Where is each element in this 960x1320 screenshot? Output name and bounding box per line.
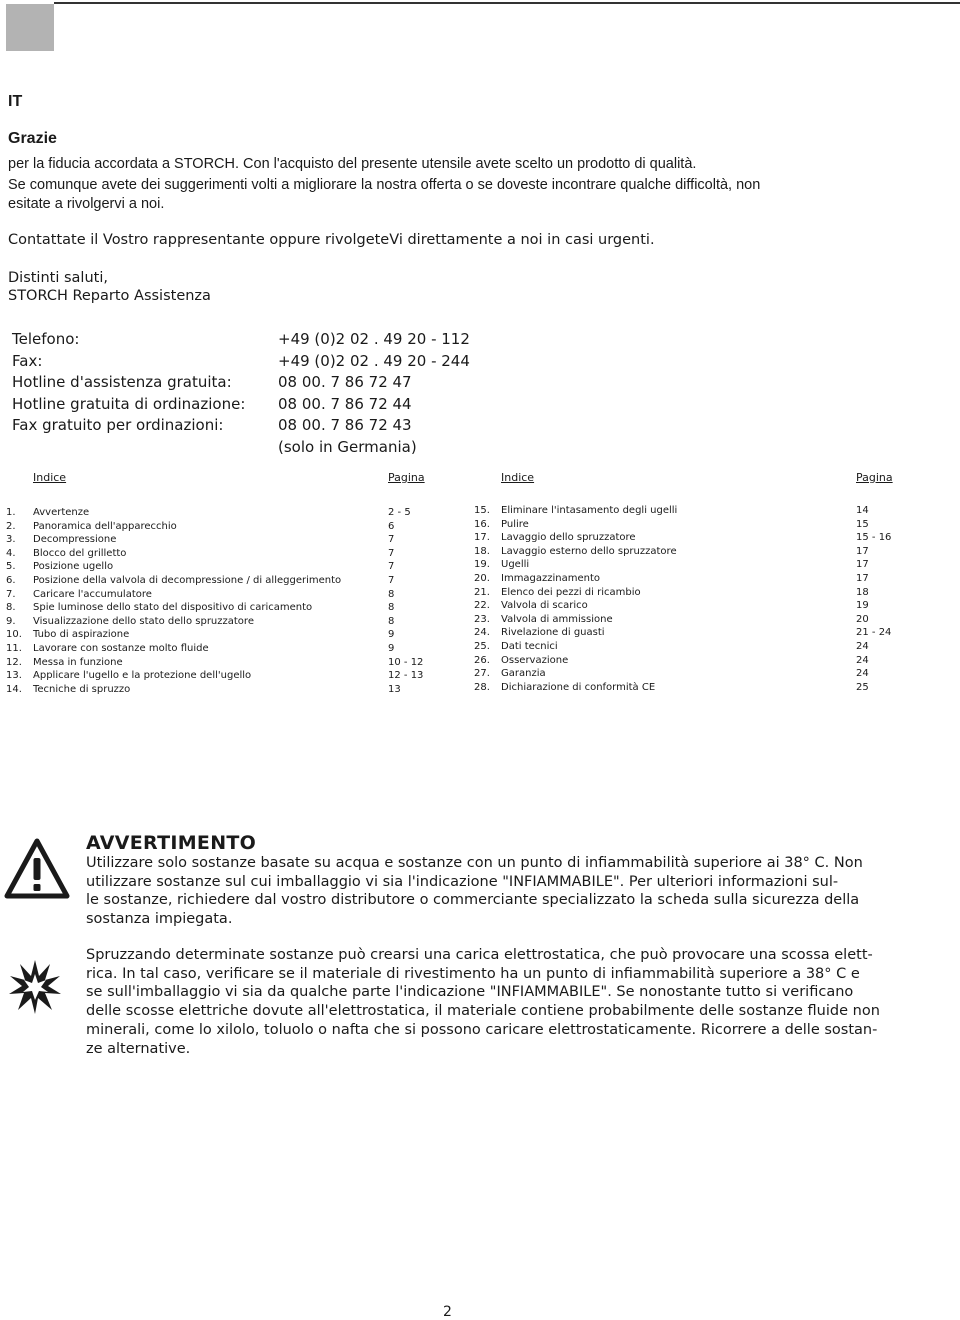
toc-entry-page: 8 <box>388 588 395 600</box>
toc-entry-title: Tecniche di spruzzo <box>33 683 131 695</box>
toc-entry-title: Applicare l'ugello e la protezione dell'ugello <box>33 670 252 682</box>
toc-entry-title: Dichiarazione di conformità CE <box>501 681 656 693</box>
toc-page-header-left: Pagina <box>388 471 425 484</box>
toc-entry-number: 23. <box>474 613 490 625</box>
toc-entry <box>474 640 914 654</box>
toc-entry-number: 13. <box>6 670 22 682</box>
toc-entry-number: 17. <box>474 532 490 544</box>
toc-entry <box>474 599 914 613</box>
toc-page-header-right: Pagina <box>856 471 893 484</box>
toc-entry <box>474 586 914 600</box>
toc-entry-page: 13 <box>388 683 401 695</box>
toc-entry <box>474 545 914 559</box>
toc-entry-title: Posizione della valvola di decompressione / di alleggerimento <box>33 574 342 586</box>
toc-entry-number: 21. <box>474 586 490 598</box>
intro-line-1: per la fiducia accordata a STORCH. Con l'acquisto del presente utensile avete scelto un prodotto di qualità. <box>8 156 697 172</box>
greeting-line-2: STORCH Reparto Assistenza <box>8 288 211 304</box>
contact-row <box>12 415 470 437</box>
toc-entry <box>474 531 914 545</box>
warning-line: le sostanze, richiedere dal vostro distributore o commerciante specializzato la scheda sulla sicurezza della <box>86 892 860 909</box>
toc-entry <box>474 572 914 586</box>
language-code: IT <box>8 93 23 110</box>
toc-entry-title: Ugelli <box>501 559 530 571</box>
warning-line: utilizzare sostanze sul cui imballaggio vi sia l'indicazione "INFIAMMABILE". Per ulteriori informazioni sul- <box>86 873 839 890</box>
toc-entry <box>474 558 914 572</box>
warning-line: Spruzzando determinate sostanze può crearsi una carica elettrostatica, che può provocare una scossa elett- <box>86 947 873 963</box>
explosion-icon <box>8 958 62 1016</box>
toc-entry <box>6 656 446 670</box>
warning-title: AVVERTIMENTO <box>86 832 257 854</box>
toc-entry-number: 25. <box>474 640 490 652</box>
toc-entry-page: 21 - 24 <box>856 627 892 639</box>
warning-line: delle scosse elettriche dovute all'elettrostatica, il materiale contiene probabilmente delle sostanze fluide non <box>86 1003 880 1020</box>
toc-entry <box>6 669 446 683</box>
toc-entry-title: Decompressione <box>33 534 117 546</box>
toc-entry-page: 19 <box>856 600 869 612</box>
toc-entry <box>6 588 446 602</box>
toc-entry <box>6 560 446 574</box>
toc-entry-title: Panoramica dell'apparecchio <box>33 520 177 532</box>
toc-entry-number: 5. <box>6 561 16 573</box>
contact-table <box>12 329 470 458</box>
toc-entry-number: 1. <box>6 507 16 518</box>
toc-entry <box>474 654 914 668</box>
toc-entry <box>474 613 914 627</box>
contact-label: Fax: <box>12 351 43 370</box>
toc-entry-page: 6 <box>388 520 395 532</box>
toc-entry <box>6 506 446 520</box>
toc-entry-title: Eliminare l'intasamento degli ugelli <box>501 505 678 516</box>
toc-entry <box>6 683 446 697</box>
toc-entry-page: 9 <box>388 629 395 641</box>
warning-line: minerali, come lo xilolo, toluolo o nafta che si possono caricare elettrostaticamente. Ricorrere a delle sostan- <box>86 1021 878 1038</box>
toc-entry-number: 11. <box>6 642 22 654</box>
toc-entry-title: Dati tecnici <box>501 640 558 652</box>
contact-row <box>12 372 470 394</box>
warning-line: sostanza impiegata. <box>86 911 233 928</box>
toc-entry <box>6 533 446 547</box>
toc-entry-number: 2. <box>6 520 16 532</box>
toc-entry-page: 15 <box>856 518 869 530</box>
contact-label: Telefono: <box>12 330 80 348</box>
toc-entry-page: 7 <box>388 561 395 573</box>
contact-value: +49 (0)2 02 . 49 20 - 244 <box>278 351 470 370</box>
toc-entry-title: Lavaggio dello spruzzatore <box>501 532 636 544</box>
toc-entry-title: Posizione ugello <box>33 561 114 573</box>
toc-entry-title: Lavaggio esterno dello spruzzatore <box>501 545 677 557</box>
toc-entry-title: Garanzia <box>501 668 546 680</box>
toc-entry-page: 24 <box>856 668 869 680</box>
contact-label: Hotline gratuita di ordinazione: <box>12 394 246 413</box>
contact-row <box>12 329 470 351</box>
contact-value: +49 (0)2 02 . 49 20 - 112 <box>278 330 470 348</box>
toc-entry <box>6 574 446 588</box>
toc-entry-number: 20. <box>474 572 490 584</box>
toc-entry-page: 8 <box>388 615 395 627</box>
toc-entry-number: 24. <box>474 627 490 639</box>
toc-entry-title: Elenco dei pezzi di ricambio <box>501 586 641 598</box>
toc-entry-title: Rivelazione di guasti <box>501 627 605 639</box>
warning-line: se sull'imballaggio vi sia da qualche parte l'indicazione "INFIAMMABILE". Se nonostante tutto si verificano <box>86 984 854 1001</box>
toc-entry-number: 16. <box>474 518 490 530</box>
toc-entry-page: 7 <box>388 547 395 559</box>
toc-entry <box>474 626 914 640</box>
intro-line-3: esitate a rivolgervi a noi. <box>8 196 165 212</box>
toc-entry-number: 3. <box>6 534 16 546</box>
toc-index-header-left: Indice <box>33 471 67 484</box>
greeting <box>8 269 211 305</box>
toc-entry-number: 12. <box>6 656 22 668</box>
contact-note: Contattate il Vostro rappresentante oppure rivolgeteVi direttamente a noi in casi urgenti. <box>8 232 655 248</box>
toc-entry-title: Valvola di scarico <box>501 600 588 612</box>
toc-entry-number: 22. <box>474 600 490 612</box>
toc-entry-page: 15 - 16 <box>856 532 892 544</box>
contact-label: Hotline d'assistenza gratuita: <box>12 373 232 391</box>
toc-entry <box>6 642 446 656</box>
warning-triangle-icon <box>4 838 70 900</box>
toc-entry-number: 6. <box>6 574 16 586</box>
toc-entry-number: 4. <box>6 547 16 559</box>
toc-entry-page: 10 - 12 <box>388 656 424 668</box>
toc-entry-title: Pulire <box>501 518 529 530</box>
toc-entry-page: 18 <box>856 586 869 598</box>
toc-entry-page: 20 <box>856 613 869 625</box>
top-rule <box>54 2 960 4</box>
intro-line-2: Se comunque avete dei suggerimenti volti a migliorare la nostra offerta o se doveste incontrare qualche difficoltà, non <box>8 177 761 193</box>
toc-entry-number: 15. <box>474 505 490 516</box>
toc-entry-page: 12 - 13 <box>388 670 424 682</box>
toc-entry-title: Valvola di ammissione <box>501 613 613 625</box>
warning-paragraph-1 <box>86 854 892 929</box>
toc-entry-number: 26. <box>474 654 490 666</box>
toc-entry-page: 9 <box>388 642 395 654</box>
contact-value: 08 00. 7 86 72 47 <box>278 373 412 391</box>
contact-label <box>12 437 278 459</box>
greeting-line-1: Distinti saluti, <box>8 270 108 286</box>
toc-entry-title: Avvertenze <box>33 507 90 518</box>
toc-entry-page: 17 <box>856 572 869 584</box>
contact-row <box>12 394 470 416</box>
toc-entry-page: 7 <box>388 574 395 586</box>
toc-entry-title: Lavorare con sostanze molto fluide <box>33 642 209 654</box>
toc-entry-number: 10. <box>6 629 22 641</box>
contact-value: (solo in Germania) <box>278 437 417 456</box>
toc-entry <box>474 667 914 681</box>
warning-line: Utilizzare solo sostanze basate su acqua e sostanze con un punto di infiammabilità superiore ai 38° C. Non <box>86 855 863 871</box>
toc-entry <box>6 547 446 561</box>
toc-entry <box>6 520 446 534</box>
toc-entry <box>474 681 914 695</box>
page-number: 2 <box>443 1304 452 1320</box>
warning-line: ze alternative. <box>86 1040 191 1057</box>
toc-entry-number: 7. <box>6 588 16 600</box>
toc-entry-page: 24 <box>856 654 869 666</box>
toc-entry-title: Spie luminose dello stato del dispositivo di caricamento <box>33 602 313 614</box>
toc-entry-title: Messa in funzione <box>33 656 123 668</box>
toc-entry <box>6 628 446 642</box>
toc-entry-title: Blocco del grilletto <box>33 547 127 559</box>
warning-paragraph-2 <box>86 946 892 1058</box>
toc-entry-title: Immagazzinamento <box>501 572 601 584</box>
toc-entry-title: Caricare l'accumulatore <box>33 588 152 600</box>
toc-entry-page: 24 <box>856 640 869 652</box>
contact-row <box>12 437 470 459</box>
contact-value: 08 00. 7 86 72 44 <box>278 394 412 413</box>
toc-entry-page: 8 <box>388 602 395 614</box>
toc-entry-number: 9. <box>6 615 16 627</box>
toc-entry-page: 14 <box>856 505 869 516</box>
contact-label: Fax gratuito per ordinazioni: <box>12 416 224 434</box>
toc-index-header-right: Indice <box>501 471 535 484</box>
toc-entry-page: 17 <box>856 545 869 557</box>
toc-entry-number: 8. <box>6 602 16 614</box>
toc-entry-title: Osservazione <box>501 654 569 666</box>
toc-entry-number: 19. <box>474 559 490 571</box>
toc-entry-page: 7 <box>388 534 395 546</box>
toc-entry-title: Tubo di aspirazione <box>33 629 130 641</box>
toc-entry-title: Visualizzazione dello stato dello spruzzatore <box>33 615 254 627</box>
toc-left-column <box>6 506 446 696</box>
toc-entry-page: 2 - 5 <box>388 507 411 518</box>
toc-entry <box>6 615 446 629</box>
toc-entry <box>6 601 446 615</box>
contact-value: 08 00. 7 86 72 43 <box>278 416 412 434</box>
toc-entry <box>474 504 914 518</box>
toc-entry-page: 17 <box>856 559 869 571</box>
warning-line: rica. In tal caso, verificare se il materiale di rivestimento ha un punto di infiammabilità superiore a 38° C e <box>86 965 860 982</box>
toc-entry-page: 25 <box>856 681 869 693</box>
toc-entry-number: 27. <box>474 668 490 680</box>
toc-entry-number: 14. <box>6 683 22 695</box>
contact-row <box>12 351 470 373</box>
intro-title: Grazie <box>8 130 57 147</box>
toc-right-column <box>474 504 914 694</box>
page-corner-tab <box>6 4 54 51</box>
toc-entry-number: 18. <box>474 545 490 557</box>
toc-entry <box>474 518 914 532</box>
toc-entry-number: 28. <box>474 681 490 693</box>
